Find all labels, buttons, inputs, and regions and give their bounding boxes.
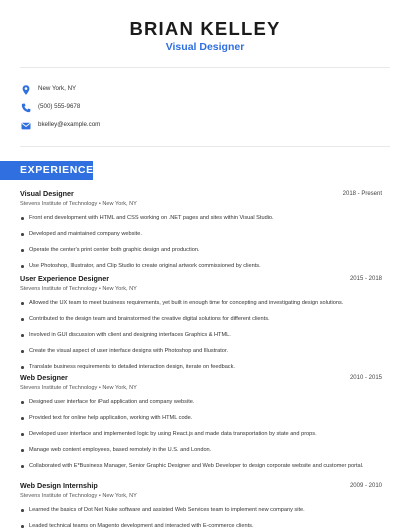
divider xyxy=(20,146,390,147)
job-dates: 2010 - 2015 xyxy=(349,375,382,381)
job-dates: 2009 - 2010 xyxy=(349,483,382,489)
location-pin-icon xyxy=(20,83,32,95)
list-item: Collaborated with E*Business Manager, Senior Graphic Designer and Web Developer to design corporate website and customer portal. xyxy=(20,463,382,471)
job-organization: Stevens Institute of Technology • New York, NY xyxy=(20,201,137,207)
list-item: Operate the center's print center both graphic design and production. xyxy=(20,247,382,255)
job-organization: Stevens Institute of Technology • New York, NY xyxy=(20,385,137,391)
job-role: User Experience Designer xyxy=(20,274,110,283)
list-item: Create the visual aspect of user interface designs with Photoshop and Illustrator. xyxy=(20,348,382,356)
list-item: Manage web content employees, based remotely in the U.S. and London. xyxy=(20,447,382,455)
job-title: Visual Designer xyxy=(165,41,245,53)
email-text[interactable]: bkelley@example.com xyxy=(38,121,101,128)
job-bullets xyxy=(20,399,382,478)
list-item: Learned the basics of Dot Net Nuke software and assisted Web Services team to implement new company site. xyxy=(20,507,382,515)
experience-heading: EXPERIENCE xyxy=(0,161,93,180)
divider xyxy=(20,67,390,68)
list-item: Provided text for online help application, working with HTML code. xyxy=(20,415,382,423)
job-organization: Stevens Institute of Technology • New York, NY xyxy=(20,493,137,499)
list-item: Translate business requirements to detailed interaction design, iterate on feedback. xyxy=(20,364,382,372)
job-role: Web Design Internship xyxy=(20,481,98,490)
job-role: Web Designer xyxy=(20,373,68,382)
job-bullets xyxy=(20,507,382,530)
job-organization: Stevens Institute of Technology • New York, NY xyxy=(20,286,137,292)
list-item: Use Photoshop, Illustrator, and Clip Studio to create original artwork commissioned by clients. xyxy=(20,263,382,271)
list-item: Designed user interface for iPad application and company website. xyxy=(20,399,382,407)
list-item: Developed user interface and implemented logic by using React.js and made data transportation by state and props. xyxy=(20,431,382,439)
email-icon xyxy=(20,119,32,131)
phone-text: (500) 555-9678 xyxy=(38,103,81,110)
job-dates: 2015 - 2018 xyxy=(349,276,382,282)
phone-icon xyxy=(20,101,32,113)
location-text: New York, NY xyxy=(38,85,77,92)
list-item: Front end development with HTML and CSS working on .NET pages and sites within Visual Studio. xyxy=(20,215,382,223)
list-item: Involved in GUI discussion with client and designing interfaces Graphics & HTML. xyxy=(20,332,382,340)
candidate-name: BRIAN KELLEY xyxy=(129,18,281,39)
list-item: Allowed the UX team to meet business requirements, yet built in enough time for concepting and investigating design solutions. xyxy=(20,300,382,308)
job-dates: 2018 - Present xyxy=(342,191,382,197)
list-item: Developed and maintained company website. xyxy=(20,231,382,239)
list-item: Leaded technical teams on Magento development and interacted with E-commerce clients. xyxy=(20,523,382,530)
job-bullets xyxy=(20,215,382,279)
list-item: Contributed to the design team and brainstormed the creative digital solutions for different clients. xyxy=(20,316,382,324)
job-role: Visual Designer xyxy=(20,189,74,198)
job-bullets xyxy=(20,300,382,380)
